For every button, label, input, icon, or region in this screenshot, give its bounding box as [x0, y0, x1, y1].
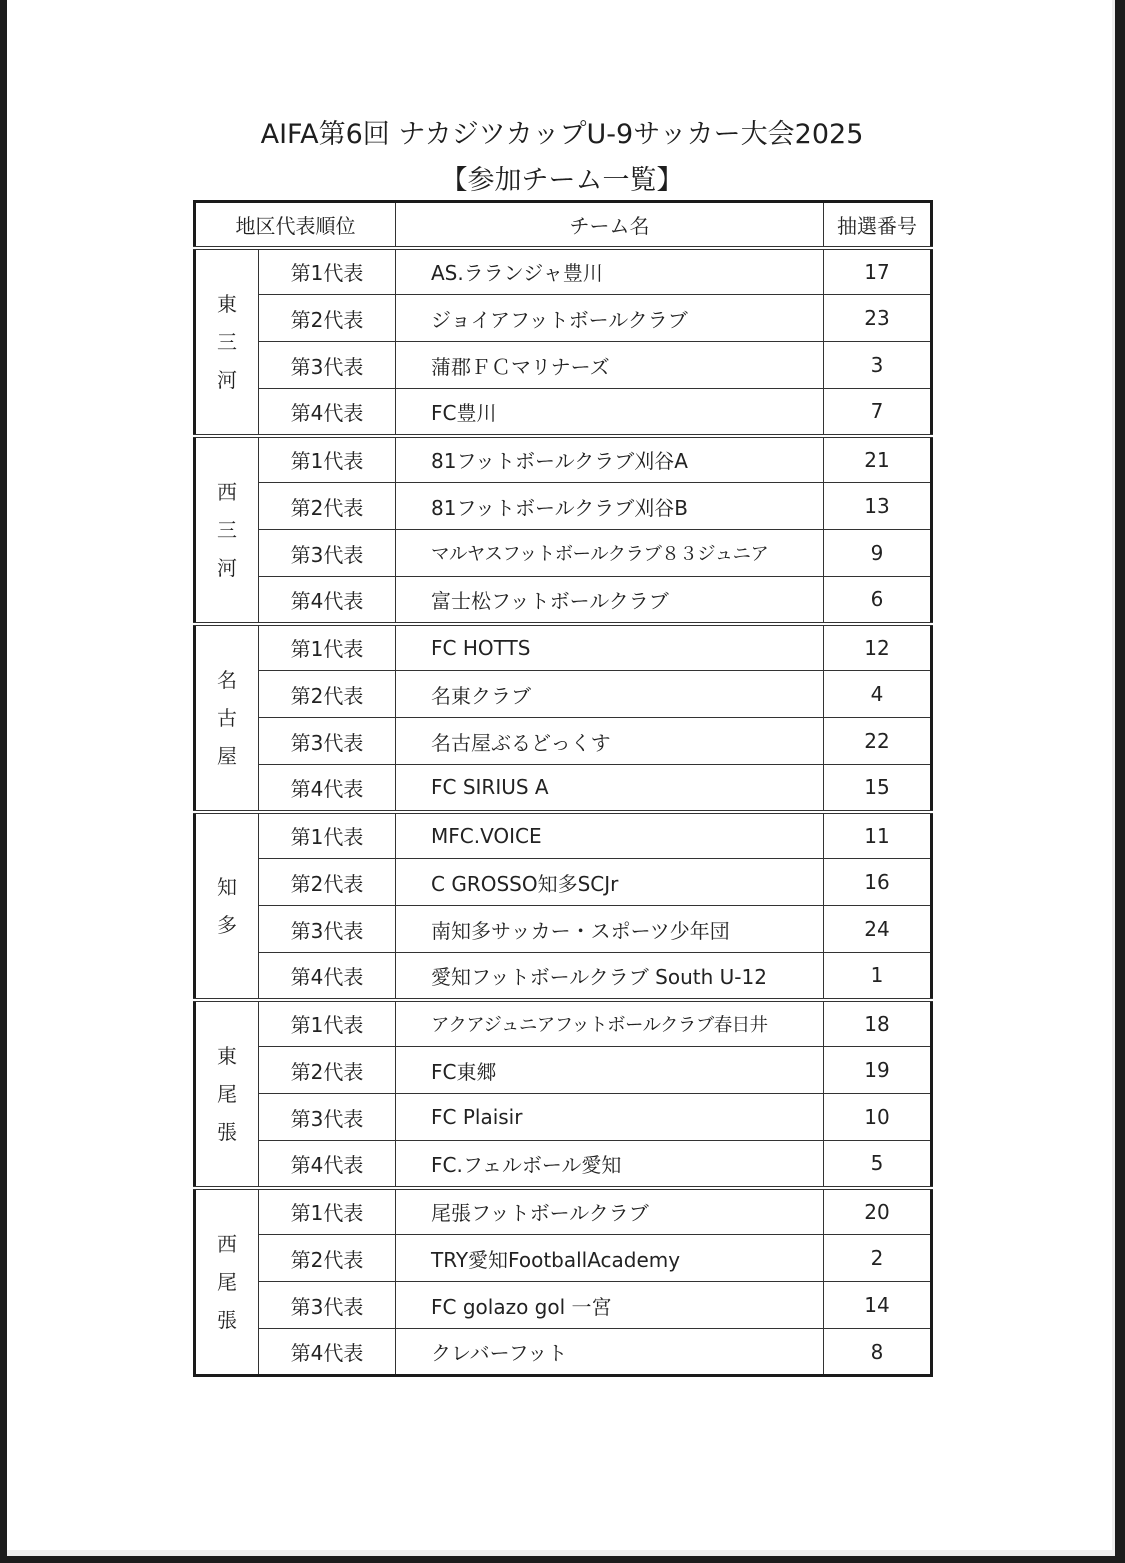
region-char: 尾 — [217, 1269, 237, 1294]
team-name-cell: 富士松フットボールクラブ — [396, 577, 824, 624]
team-name-cell: 名古屋ぶるどっくす — [396, 718, 824, 765]
table-row — [195, 1047, 932, 1094]
draw-number-cell: 11 — [824, 812, 932, 859]
draw-number-cell: 17 — [824, 248, 932, 295]
rank-cell: 第2代表 — [259, 295, 396, 342]
team-name-cell: TRY愛知FootballAcademy — [396, 1235, 824, 1282]
region-char: 多 — [217, 912, 237, 937]
document-title: AIFA第6回 ナカジツカップU-9サッカー大会2025 — [260, 119, 864, 150]
draw-number-cell: 6 — [824, 577, 932, 624]
team-name-cell: 81フットボールクラブ刈谷A — [396, 436, 824, 483]
draw-number-cell: 3 — [824, 342, 932, 389]
region-char: 屋 — [217, 743, 237, 768]
rank-cell: 第3代表 — [259, 1094, 396, 1141]
team-name-cell: FC.フェルボール愛知 — [396, 1141, 824, 1188]
team-name-cell: FC東郷 — [396, 1047, 824, 1094]
table-row — [195, 1282, 932, 1329]
table-row — [195, 624, 932, 671]
rank-cell: 第3代表 — [259, 718, 396, 765]
table-row — [195, 906, 932, 953]
rank-cell: 第2代表 — [259, 1047, 396, 1094]
rank-cell: 第4代表 — [259, 765, 396, 812]
rank-cell: 第1代表 — [259, 1188, 396, 1235]
team-name-cell: 南知多サッカー・スポーツ少年団 — [396, 906, 824, 953]
draw-number-cell: 22 — [824, 718, 932, 765]
table-row — [195, 295, 932, 342]
table-row — [195, 483, 932, 530]
draw-number-cell: 18 — [824, 1000, 932, 1047]
region-char: 西 — [217, 479, 237, 504]
table-row — [195, 1000, 932, 1047]
rank-cell: 第2代表 — [259, 859, 396, 906]
region-cell — [195, 1188, 259, 1376]
draw-number-cell: 14 — [824, 1282, 932, 1329]
rank-cell: 第1代表 — [259, 248, 396, 295]
rank-cell: 第3代表 — [259, 530, 396, 577]
region-char: 河 — [217, 555, 237, 580]
table-row — [195, 436, 932, 483]
draw-number-cell: 20 — [824, 1188, 932, 1235]
header-draw-number: 抽選番号 — [824, 202, 932, 248]
rank-cell: 第1代表 — [259, 624, 396, 671]
team-name-cell: FC golazo gol 一宮 — [396, 1282, 824, 1329]
table-row — [195, 671, 932, 718]
team-name-cell: 81フットボールクラブ刈谷B — [396, 483, 824, 530]
region-cell — [195, 1000, 259, 1188]
region-char: 三 — [217, 517, 237, 542]
table-row — [195, 530, 932, 577]
region-char: 張 — [217, 1307, 237, 1332]
team-name-cell: 名東クラブ — [396, 671, 824, 718]
draw-number-cell: 2 — [824, 1235, 932, 1282]
document-subtitle: 【参加チーム一覧】 — [440, 165, 684, 196]
table-row — [195, 389, 932, 436]
table-row — [195, 718, 932, 765]
rank-cell: 第3代表 — [259, 906, 396, 953]
table-row — [195, 1094, 932, 1141]
team-name-cell: マルヤスフットボールクラブ８３ジュニア — [396, 530, 824, 577]
rank-cell: 第1代表 — [259, 436, 396, 483]
draw-number-cell: 10 — [824, 1094, 932, 1141]
team-name-cell: C GROSSO知多SCJr — [396, 859, 824, 906]
team-name-cell: 蒲郡ＦＣマリナーズ — [396, 342, 824, 389]
draw-number-cell: 19 — [824, 1047, 932, 1094]
draw-number-cell: 5 — [824, 1141, 932, 1188]
rank-cell: 第4代表 — [259, 1329, 396, 1376]
region-char: 西 — [217, 1231, 237, 1256]
draw-number-cell: 7 — [824, 389, 932, 436]
rank-cell: 第3代表 — [259, 342, 396, 389]
team-list-table — [193, 200, 933, 1377]
rank-cell: 第2代表 — [259, 671, 396, 718]
team-name-cell: 尾張フットボールクラブ — [396, 1188, 824, 1235]
draw-number-cell: 1 — [824, 953, 932, 1000]
table-row — [195, 859, 932, 906]
region-cell — [195, 436, 259, 624]
team-name-cell: アクアジュニアフットボールクラブ春日井 — [396, 1000, 824, 1047]
rank-cell: 第2代表 — [259, 483, 396, 530]
draw-number-cell: 24 — [824, 906, 932, 953]
table-row — [195, 342, 932, 389]
table-row — [195, 577, 932, 624]
team-name-cell: クレバーフット — [396, 1329, 824, 1376]
table-row — [195, 765, 932, 812]
rank-cell: 第1代表 — [259, 1000, 396, 1047]
draw-number-cell: 15 — [824, 765, 932, 812]
table-row — [195, 248, 932, 295]
region-char: 東 — [217, 1043, 237, 1068]
draw-number-cell: 8 — [824, 1329, 932, 1376]
region-char: 三 — [217, 329, 237, 354]
document-page — [7, 0, 1115, 1556]
team-name-cell: FC HOTTS — [396, 624, 824, 671]
table-row — [195, 1235, 932, 1282]
region-char: 尾 — [217, 1081, 237, 1106]
region-char: 名 — [217, 667, 237, 692]
team-name-cell: FC SIRIUS A — [396, 765, 824, 812]
team-name-cell: AS.ラランジャ豊川 — [396, 248, 824, 295]
team-name-cell: FC豊川 — [396, 389, 824, 436]
region-cell — [195, 624, 259, 812]
team-name-cell: FC Plaisir — [396, 1094, 824, 1141]
table-header-row — [195, 202, 932, 248]
table-row — [195, 812, 932, 859]
team-name-cell: ジョイアフットボールクラブ — [396, 295, 824, 342]
rank-cell: 第2代表 — [259, 1235, 396, 1282]
table-row — [195, 1188, 932, 1235]
region-char: 河 — [217, 367, 237, 392]
region-char: 東 — [217, 291, 237, 316]
draw-number-cell: 16 — [824, 859, 932, 906]
rank-cell: 第4代表 — [259, 953, 396, 1000]
rank-cell: 第4代表 — [259, 1141, 396, 1188]
rank-cell: 第3代表 — [259, 1282, 396, 1329]
team-name-cell: 愛知フットボールクラブ South U-12 — [396, 953, 824, 1000]
rank-cell: 第4代表 — [259, 389, 396, 436]
draw-number-cell: 13 — [824, 483, 932, 530]
draw-number-cell: 4 — [824, 671, 932, 718]
draw-number-cell: 23 — [824, 295, 932, 342]
table-body — [195, 248, 932, 1376]
table-row — [195, 953, 932, 1000]
region-char: 知 — [217, 874, 237, 899]
header-team-name: チーム名 — [396, 202, 824, 248]
region-char: 張 — [217, 1119, 237, 1144]
table-row — [195, 1329, 932, 1376]
table-row — [195, 1141, 932, 1188]
region-cell — [195, 248, 259, 436]
rank-cell: 第1代表 — [259, 812, 396, 859]
region-cell — [195, 812, 259, 1000]
draw-number-cell: 12 — [824, 624, 932, 671]
rank-cell: 第4代表 — [259, 577, 396, 624]
team-name-cell: MFC.VOICE — [396, 812, 824, 859]
header-region-rank: 地区代表順位 — [195, 202, 396, 248]
draw-number-cell: 21 — [824, 436, 932, 483]
region-char: 古 — [217, 705, 237, 730]
draw-number-cell: 9 — [824, 530, 932, 577]
